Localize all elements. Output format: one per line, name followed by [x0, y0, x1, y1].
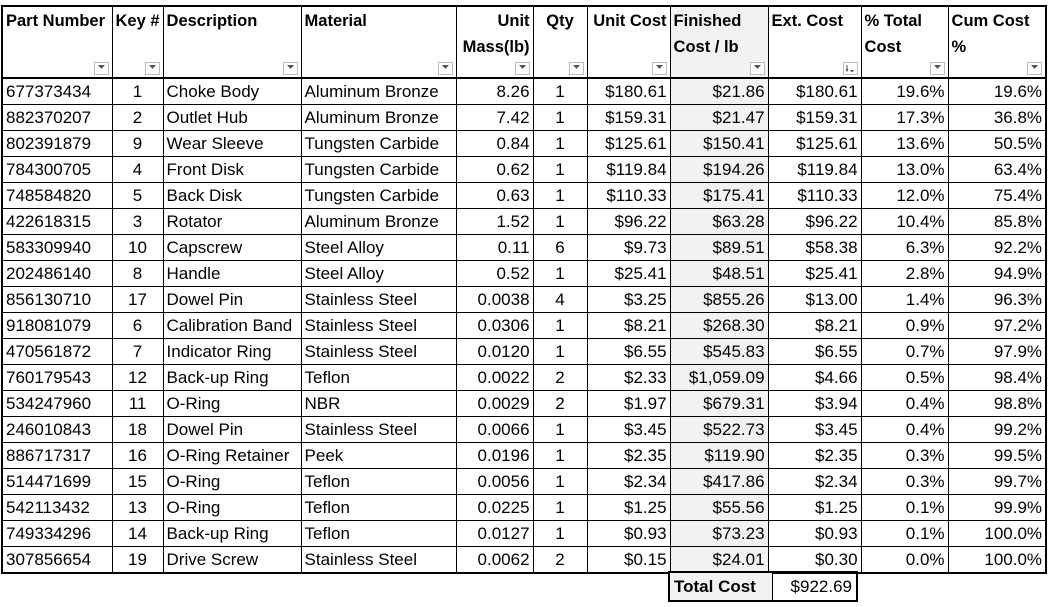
cell-unit-mass[interactable]: 7.42: [456, 105, 533, 131]
cell-part-number[interactable]: 784300705: [2, 157, 112, 183]
cell-part-number[interactable]: 882370207: [2, 105, 112, 131]
total-cost-label[interactable]: Total Cost: [670, 573, 773, 600]
cell-ext-cost[interactable]: $3.45: [768, 417, 861, 443]
cell-cum-cost-pct[interactable]: 97.9%: [948, 339, 1046, 365]
cell-material[interactable]: Stainless Steel: [301, 339, 456, 365]
cell-qty[interactable]: 2: [533, 547, 587, 574]
filter-dropdown-icon[interactable]: [1027, 62, 1042, 75]
cell-material[interactable]: Aluminum Bronze: [301, 105, 456, 131]
header-pct-total-cost[interactable]: % Total Cost: [861, 6, 948, 78]
sort-descending-icon[interactable]: [843, 62, 858, 75]
cell-pct-total-cost[interactable]: 0.3%: [861, 469, 948, 495]
cell-unit-mass[interactable]: 0.0022: [456, 365, 533, 391]
cell-material[interactable]: Aluminum Bronze: [301, 209, 456, 235]
cell-material[interactable]: Stainless Steel: [301, 287, 456, 313]
cell-key[interactable]: 13: [112, 495, 163, 521]
cell-ext-cost[interactable]: $96.22: [768, 209, 861, 235]
cell-description[interactable]: O-Ring: [163, 391, 301, 417]
cell-description[interactable]: Back-up Ring: [163, 521, 301, 547]
filter-dropdown-icon[interactable]: [930, 62, 945, 75]
table-row: [2, 183, 1046, 209]
cell-ext-cost[interactable]: $8.21: [768, 313, 861, 339]
cell-ext-cost[interactable]: $110.33: [768, 183, 861, 209]
cell-material[interactable]: Teflon: [301, 521, 456, 547]
cell-qty[interactable]: 1: [533, 209, 587, 235]
cell-qty[interactable]: 1: [533, 157, 587, 183]
cell-qty[interactable]: 1: [533, 417, 587, 443]
cell-part-number[interactable]: 202486140: [2, 261, 112, 287]
cell-key[interactable]: 3: [112, 209, 163, 235]
header-unit-cost[interactable]: Unit Cost: [587, 6, 670, 78]
cell-qty[interactable]: 2: [533, 391, 587, 417]
cell-pct-total-cost[interactable]: 0.4%: [861, 417, 948, 443]
cell-material[interactable]: Steel Alloy: [301, 235, 456, 261]
cell-finished-cost-per-lb[interactable]: $855.26: [670, 287, 768, 313]
table-row: [2, 417, 1046, 443]
cell-pct-total-cost[interactable]: 0.9%: [861, 313, 948, 339]
table-row: [2, 313, 1046, 339]
cell-key[interactable]: 19: [112, 547, 163, 574]
filter-dropdown-icon[interactable]: [569, 62, 584, 75]
cell-unit-mass[interactable]: 0.0066: [456, 417, 533, 443]
filter-dropdown-icon[interactable]: [515, 62, 530, 75]
cell-description[interactable]: Indicator Ring: [163, 339, 301, 365]
cell-unit-mass[interactable]: 0.63: [456, 183, 533, 209]
cell-unit-mass[interactable]: 0.0029: [456, 391, 533, 417]
cell-part-number[interactable]: 514471699: [2, 469, 112, 495]
cell-unit-mass[interactable]: 0.11: [456, 235, 533, 261]
header-cum-cost-pct[interactable]: Cum Cost %: [948, 6, 1046, 78]
cell-part-number[interactable]: 246010843: [2, 417, 112, 443]
cell-description[interactable]: Capscrew: [163, 235, 301, 261]
filter-dropdown-icon[interactable]: [94, 62, 109, 75]
cell-key[interactable]: 5: [112, 183, 163, 209]
cell-material[interactable]: Tungsten Carbide: [301, 131, 456, 157]
cell-description[interactable]: Back-up Ring: [163, 365, 301, 391]
cell-part-number[interactable]: 886717317: [2, 443, 112, 469]
cell-part-number[interactable]: 422618315: [2, 209, 112, 235]
cell-unit-mass[interactable]: 0.0062: [456, 547, 533, 574]
table-row: [2, 261, 1046, 287]
cell-cum-cost-pct[interactable]: 98.8%: [948, 391, 1046, 417]
header-unit-mass[interactable]: Unit Mass(lb): [456, 6, 533, 78]
cell-finished-cost-per-lb[interactable]: $63.28: [670, 209, 768, 235]
cell-part-number[interactable]: 534247960: [2, 391, 112, 417]
cell-cum-cost-pct[interactable]: 85.8%: [948, 209, 1046, 235]
cell-unit-cost[interactable]: $6.55: [587, 339, 670, 365]
cell-unit-cost[interactable]: $96.22: [587, 209, 670, 235]
cell-part-number[interactable]: 749334296: [2, 521, 112, 547]
cell-part-number[interactable]: 748584820: [2, 183, 112, 209]
cell-pct-total-cost[interactable]: 0.1%: [861, 521, 948, 547]
cell-unit-cost[interactable]: $9.73: [587, 235, 670, 261]
filter-dropdown-icon[interactable]: [750, 62, 765, 75]
cell-material[interactable]: NBR: [301, 391, 456, 417]
cell-finished-cost-per-lb[interactable]: $73.23: [670, 521, 768, 547]
cell-key[interactable]: 14: [112, 521, 163, 547]
table-row: [2, 339, 1046, 365]
cell-qty[interactable]: 2: [533, 365, 587, 391]
cell-pct-total-cost[interactable]: 13.6%: [861, 131, 948, 157]
cell-key[interactable]: 10: [112, 235, 163, 261]
cell-qty[interactable]: 1: [533, 339, 587, 365]
cell-cum-cost-pct[interactable]: 99.7%: [948, 469, 1046, 495]
cell-unit-cost[interactable]: $125.61: [587, 131, 670, 157]
cell-key[interactable]: 8: [112, 261, 163, 287]
cell-finished-cost-per-lb[interactable]: $21.86: [670, 78, 768, 105]
header-material[interactable]: Material: [301, 6, 456, 78]
total-cost-box: [668, 571, 858, 602]
cell-material[interactable]: Tungsten Carbide: [301, 157, 456, 183]
total-cost-value[interactable]: $922.69: [790, 577, 852, 596]
cell-description[interactable]: Rotator: [163, 209, 301, 235]
cell-cum-cost-pct[interactable]: 96.3%: [948, 287, 1046, 313]
filter-dropdown-icon[interactable]: [652, 62, 667, 75]
cell-material[interactable]: Stainless Steel: [301, 417, 456, 443]
cell-material[interactable]: Steel Alloy: [301, 261, 456, 287]
cell-key[interactable]: 2: [112, 105, 163, 131]
cell-description[interactable]: O-Ring: [163, 469, 301, 495]
cell-unit-cost[interactable]: $8.21: [587, 313, 670, 339]
cell-unit-mass[interactable]: 0.62: [456, 157, 533, 183]
cell-unit-mass[interactable]: 0.0196: [456, 443, 533, 469]
cell-finished-cost-per-lb[interactable]: $175.41: [670, 183, 768, 209]
table-row: [2, 131, 1046, 157]
cell-qty[interactable]: 1: [533, 78, 587, 105]
cell-unit-cost[interactable]: $119.84: [587, 157, 670, 183]
table-row: [2, 78, 1046, 105]
cell-part-number[interactable]: 856130710: [2, 287, 112, 313]
cell-key[interactable]: 11: [112, 391, 163, 417]
cell-unit-cost[interactable]: $0.93: [587, 521, 670, 547]
cell-qty[interactable]: 1: [533, 521, 587, 547]
table-body: [2, 78, 1046, 573]
header-key[interactable]: Key #: [112, 6, 163, 78]
table-row: [2, 365, 1046, 391]
cell-description[interactable]: Drive Screw: [163, 547, 301, 574]
table-row: [2, 521, 1046, 547]
cell-ext-cost[interactable]: $4.66: [768, 365, 861, 391]
cell-part-number[interactable]: 542113432: [2, 495, 112, 521]
cell-unit-mass[interactable]: 0.0127: [456, 521, 533, 547]
cell-description[interactable]: Dowel Pin: [163, 417, 301, 443]
cell-key[interactable]: 9: [112, 131, 163, 157]
header-finished-cost-per-lb[interactable]: Finished Cost / lb: [670, 6, 768, 78]
cell-ext-cost[interactable]: $58.38: [768, 235, 861, 261]
cell-material[interactable]: Teflon: [301, 469, 456, 495]
cell-ext-cost[interactable]: $159.31: [768, 105, 861, 131]
cell-finished-cost-per-lb[interactable]: $417.86: [670, 469, 768, 495]
cell-part-number[interactable]: 583309940: [2, 235, 112, 261]
table-row: [2, 157, 1046, 183]
cell-unit-mass[interactable]: 0.84: [456, 131, 533, 157]
cell-unit-mass[interactable]: 0.0306: [456, 313, 533, 339]
cell-key[interactable]: 16: [112, 443, 163, 469]
cell-ext-cost[interactable]: $25.41: [768, 261, 861, 287]
cell-unit-mass[interactable]: 0.52: [456, 261, 533, 287]
cell-qty[interactable]: 1: [533, 313, 587, 339]
cell-qty[interactable]: 1: [533, 469, 587, 495]
cell-unit-cost[interactable]: $3.45: [587, 417, 670, 443]
cell-unit-cost[interactable]: $2.33: [587, 365, 670, 391]
cell-ext-cost[interactable]: $125.61: [768, 131, 861, 157]
cell-unit-mass[interactable]: 0.0056: [456, 469, 533, 495]
cell-key[interactable]: 18: [112, 417, 163, 443]
table-row: [2, 469, 1046, 495]
cell-finished-cost-per-lb[interactable]: $268.30: [670, 313, 768, 339]
cell-description[interactable]: Choke Body: [163, 78, 301, 105]
cell-finished-cost-per-lb[interactable]: $21.47: [670, 105, 768, 131]
cell-pct-total-cost[interactable]: 0.0%: [861, 547, 948, 574]
cell-material[interactable]: Peek: [301, 443, 456, 469]
cell-unit-mass[interactable]: 0.0120: [456, 339, 533, 365]
cell-unit-cost[interactable]: $1.25: [587, 495, 670, 521]
cell-description[interactable]: Handle: [163, 261, 301, 287]
cell-ext-cost[interactable]: $2.34: [768, 469, 861, 495]
cell-unit-cost[interactable]: $1.97: [587, 391, 670, 417]
cell-cum-cost-pct[interactable]: 94.9%: [948, 261, 1046, 287]
cell-material[interactable]: Stainless Steel: [301, 547, 456, 574]
cell-unit-mass[interactable]: 1.52: [456, 209, 533, 235]
cell-finished-cost-per-lb[interactable]: $119.90: [670, 443, 768, 469]
header-qty[interactable]: Qty: [533, 6, 587, 78]
filter-dropdown-icon[interactable]: [283, 62, 298, 75]
cell-ext-cost[interactable]: $119.84: [768, 157, 861, 183]
cell-pct-total-cost[interactable]: 13.0%: [861, 157, 948, 183]
cell-description[interactable]: Dowel Pin: [163, 287, 301, 313]
cell-finished-cost-per-lb[interactable]: $194.26: [670, 157, 768, 183]
cell-material[interactable]: Teflon: [301, 495, 456, 521]
cell-ext-cost[interactable]: $3.94: [768, 391, 861, 417]
cell-qty[interactable]: 1: [533, 131, 587, 157]
cell-material[interactable]: Tungsten Carbide: [301, 183, 456, 209]
cell-finished-cost-per-lb[interactable]: $545.83: [670, 339, 768, 365]
table-row: [2, 495, 1046, 521]
cell-pct-total-cost[interactable]: 0.4%: [861, 391, 948, 417]
cell-qty[interactable]: 1: [533, 495, 587, 521]
cell-description[interactable]: Wear Sleeve: [163, 131, 301, 157]
cell-cum-cost-pct[interactable]: 36.8%: [948, 105, 1046, 131]
cell-pct-total-cost[interactable]: 19.6%: [861, 78, 948, 105]
filter-dropdown-icon[interactable]: [438, 62, 453, 75]
cell-qty[interactable]: 1: [533, 443, 587, 469]
filter-dropdown-icon[interactable]: [145, 62, 160, 75]
table-row: [2, 443, 1046, 469]
cell-part-number[interactable]: 677373434: [2, 78, 112, 105]
cell-material[interactable]: Aluminum Bronze: [301, 78, 456, 105]
cell-cum-cost-pct[interactable]: 99.5%: [948, 443, 1046, 469]
cell-finished-cost-per-lb[interactable]: $48.51: [670, 261, 768, 287]
table-row: [2, 287, 1046, 313]
cell-pct-total-cost[interactable]: 17.3%: [861, 105, 948, 131]
cell-unit-mass[interactable]: 0.0038: [456, 287, 533, 313]
cell-key[interactable]: 1: [112, 78, 163, 105]
cell-pct-total-cost[interactable]: 2.8%: [861, 261, 948, 287]
cell-finished-cost-per-lb[interactable]: $1,059.09: [670, 365, 768, 391]
cell-description[interactable]: O-Ring: [163, 495, 301, 521]
cell-cum-cost-pct[interactable]: 19.6%: [948, 78, 1046, 105]
cell-description[interactable]: Calibration Band: [163, 313, 301, 339]
table-row: [2, 391, 1046, 417]
table-row: [2, 547, 1046, 574]
cell-description[interactable]: Back Disk: [163, 183, 301, 209]
cell-ext-cost[interactable]: $1.25: [768, 495, 861, 521]
cell-finished-cost-per-lb[interactable]: $522.73: [670, 417, 768, 443]
cell-material[interactable]: Teflon: [301, 365, 456, 391]
cell-qty[interactable]: 4: [533, 287, 587, 313]
cell-finished-cost-per-lb[interactable]: $89.51: [670, 235, 768, 261]
cell-unit-cost[interactable]: $2.35: [587, 443, 670, 469]
cell-key[interactable]: 7: [112, 339, 163, 365]
cell-description[interactable]: O-Ring Retainer: [163, 443, 301, 469]
cell-pct-total-cost[interactable]: 12.0%: [861, 183, 948, 209]
cell-unit-mass[interactable]: 8.26: [456, 78, 533, 105]
cell-unit-cost[interactable]: $110.33: [587, 183, 670, 209]
cell-unit-cost[interactable]: $0.15: [587, 547, 670, 574]
cell-description[interactable]: Front Disk: [163, 157, 301, 183]
cell-unit-cost[interactable]: $25.41: [587, 261, 670, 287]
table-row: [2, 235, 1046, 261]
header-ext-cost[interactable]: Ext. Cost: [768, 6, 861, 78]
cell-ext-cost[interactable]: $13.00: [768, 287, 861, 313]
cell-cum-cost-pct[interactable]: 92.2%: [948, 235, 1046, 261]
cell-pct-total-cost[interactable]: 0.1%: [861, 495, 948, 521]
cell-unit-cost[interactable]: $180.61: [587, 78, 670, 105]
cell-cum-cost-pct[interactable]: 63.4%: [948, 157, 1046, 183]
table-row: [2, 105, 1046, 131]
cell-ext-cost[interactable]: $0.93: [768, 521, 861, 547]
cell-finished-cost-per-lb[interactable]: $679.31: [670, 391, 768, 417]
cell-key[interactable]: 15: [112, 469, 163, 495]
cell-pct-total-cost[interactable]: 6.3%: [861, 235, 948, 261]
cell-cum-cost-pct[interactable]: 75.4%: [948, 183, 1046, 209]
cell-unit-mass[interactable]: 0.0225: [456, 495, 533, 521]
cell-pct-total-cost[interactable]: 0.7%: [861, 339, 948, 365]
cell-part-number[interactable]: 760179543: [2, 365, 112, 391]
cell-ext-cost[interactable]: $180.61: [768, 78, 861, 105]
cell-ext-cost[interactable]: $6.55: [768, 339, 861, 365]
cell-pct-total-cost[interactable]: 0.3%: [861, 443, 948, 469]
cell-unit-cost[interactable]: $159.31: [587, 105, 670, 131]
cell-pct-total-cost[interactable]: 10.4%: [861, 209, 948, 235]
cell-material[interactable]: Stainless Steel: [301, 313, 456, 339]
cell-qty[interactable]: 1: [533, 183, 587, 209]
cell-key[interactable]: 4: [112, 157, 163, 183]
cell-finished-cost-per-lb[interactable]: $24.01: [670, 547, 768, 574]
cell-ext-cost[interactable]: $0.30: [768, 547, 861, 574]
cell-description[interactable]: Outlet Hub: [163, 105, 301, 131]
header-description[interactable]: Description: [163, 6, 301, 78]
header-part-number[interactable]: Part Number: [2, 6, 112, 78]
cell-cum-cost-pct[interactable]: 100.0%: [948, 521, 1046, 547]
table-row: [2, 209, 1046, 235]
cell-pct-total-cost[interactable]: 0.5%: [861, 365, 948, 391]
cell-part-number[interactable]: 470561872: [2, 339, 112, 365]
cell-key[interactable]: 6: [112, 313, 163, 339]
cell-cum-cost-pct[interactable]: 98.4%: [948, 365, 1046, 391]
cell-part-number[interactable]: 307856654: [2, 547, 112, 574]
cell-cum-cost-pct[interactable]: 97.2%: [948, 313, 1046, 339]
cell-qty[interactable]: 6: [533, 235, 587, 261]
cell-unit-cost[interactable]: $3.25: [587, 287, 670, 313]
cell-qty[interactable]: 1: [533, 105, 587, 131]
cell-cum-cost-pct[interactable]: 50.5%: [948, 131, 1046, 157]
cell-qty[interactable]: 1: [533, 261, 587, 287]
cell-cum-cost-pct[interactable]: 99.9%: [948, 495, 1046, 521]
cell-unit-cost[interactable]: $2.34: [587, 469, 670, 495]
cell-key[interactable]: 12: [112, 365, 163, 391]
cell-key[interactable]: 17: [112, 287, 163, 313]
cell-part-number[interactable]: 802391879: [2, 131, 112, 157]
cell-part-number[interactable]: 918081079: [2, 313, 112, 339]
cell-cum-cost-pct[interactable]: 100.0%: [948, 547, 1046, 574]
cell-pct-total-cost[interactable]: 1.4%: [861, 287, 948, 313]
header-row: [2, 6, 1046, 78]
parts-cost-table: [1, 5, 1047, 574]
cell-finished-cost-per-lb[interactable]: $55.56: [670, 495, 768, 521]
cell-ext-cost[interactable]: $2.35: [768, 443, 861, 469]
cell-cum-cost-pct[interactable]: 99.2%: [948, 417, 1046, 443]
cell-finished-cost-per-lb[interactable]: $150.41: [670, 131, 768, 157]
